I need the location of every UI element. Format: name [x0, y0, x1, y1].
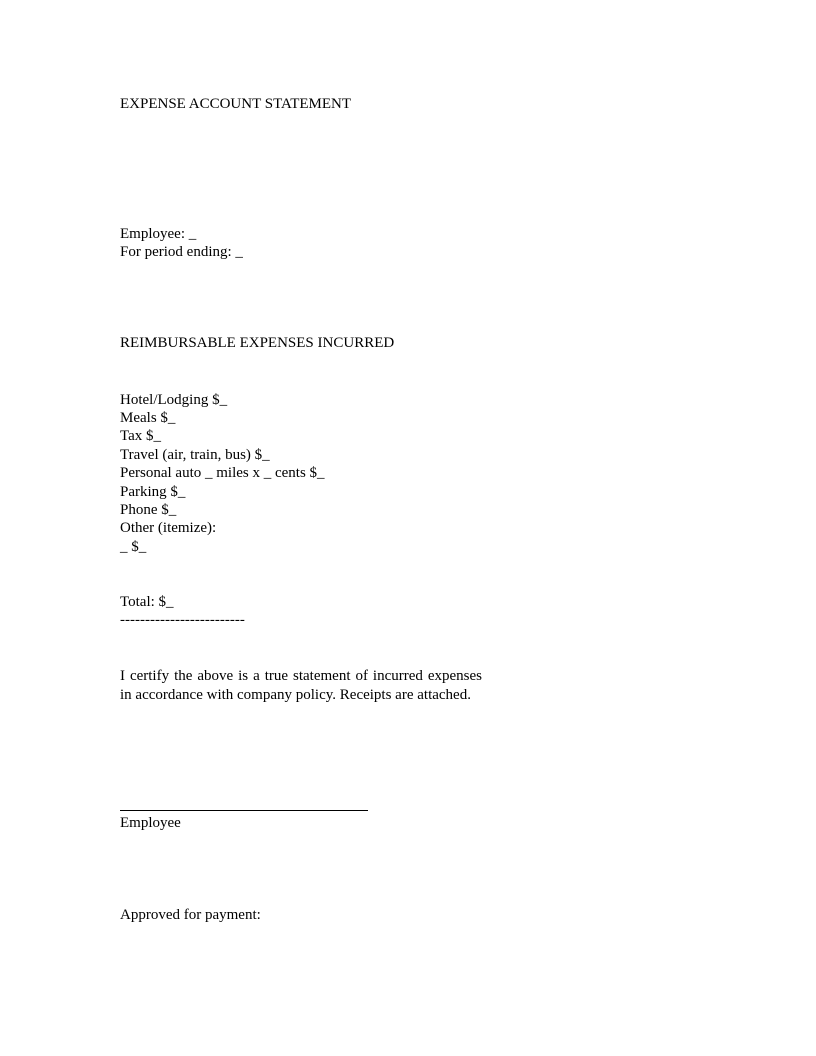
certification-statement: I certify the above is a true statement of incurred expenses in accordance with company policy. Receipts are attached. — [120, 668, 482, 703]
expense-personal-auto: Personal auto _ miles x _ cents $_ — [120, 465, 325, 481]
expense-meals: Meals $_ — [120, 410, 176, 426]
approval-line: Approved for payment: — [120, 907, 261, 923]
period-ending-field: For period ending: _ — [120, 244, 243, 260]
total-line: Total: $_ — [120, 594, 174, 610]
expense-travel: Travel (air, train, bus) $_ — [120, 447, 270, 463]
expense-tax: Tax $_ — [120, 428, 162, 444]
signature-label: Employee — [120, 815, 181, 831]
total-rule: ------------------------- — [120, 612, 245, 628]
expense-phone: Phone $_ — [120, 502, 177, 518]
employee-field: Employee: _ — [120, 226, 197, 242]
expense-other-item: _ $_ — [120, 539, 147, 555]
expense-hotel: Hotel/Lodging $_ — [120, 392, 228, 408]
section-heading: REIMBURSABLE EXPENSES INCURRED — [120, 335, 395, 351]
expense-other: Other (itemize): — [120, 520, 217, 536]
expense-parking: Parking $_ — [120, 484, 186, 500]
signature-line — [120, 810, 368, 811]
document-title: EXPENSE ACCOUNT STATEMENT — [120, 96, 352, 112]
